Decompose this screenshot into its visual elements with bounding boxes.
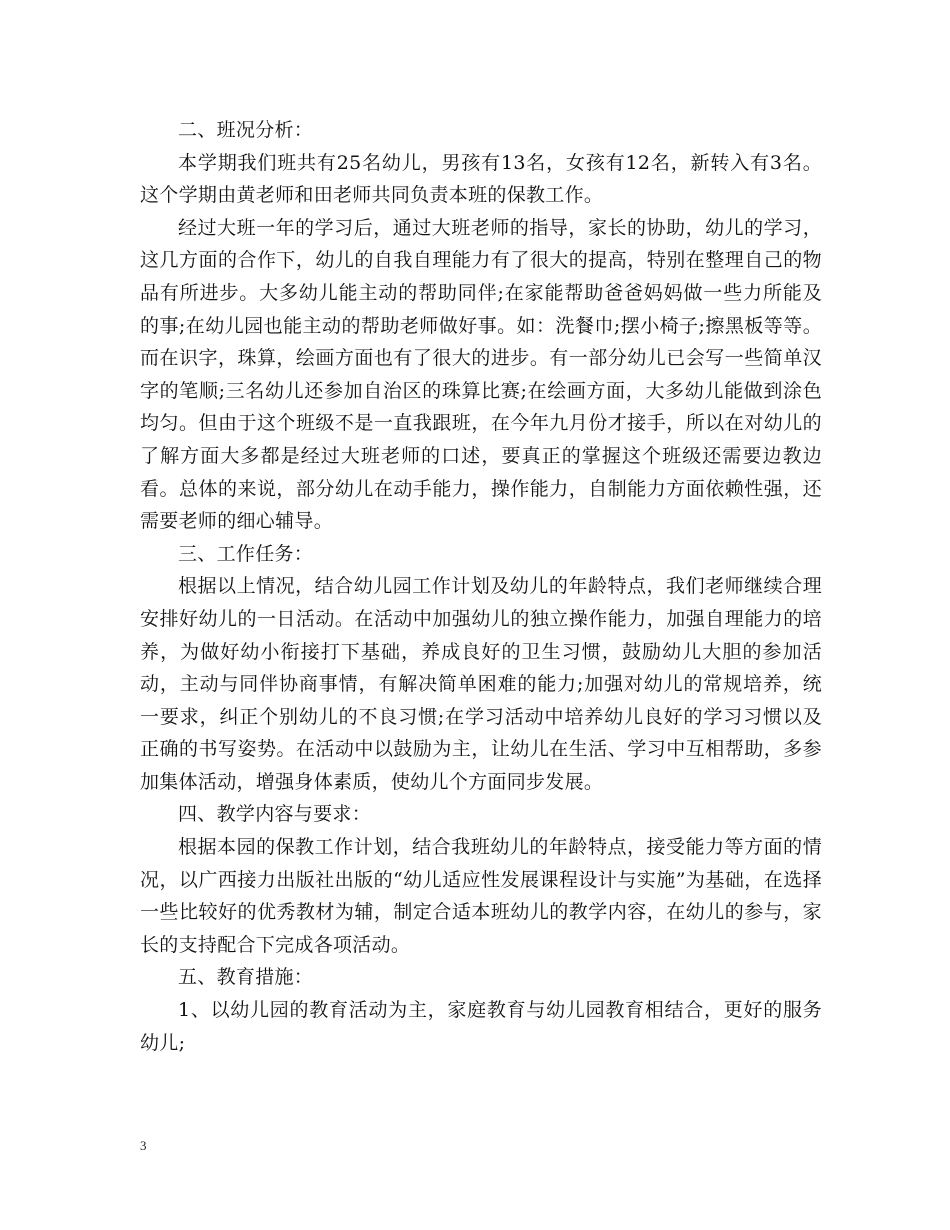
section-heading: 四、教学内容与要求： bbox=[178, 803, 372, 826]
document-body bbox=[140, 114, 822, 1059]
section-heading: 五、教育措施： bbox=[178, 966, 314, 989]
section-heading: 三、工作任务： bbox=[178, 542, 314, 565]
paragraph: 1、以幼儿园的教育活动为主，家庭教育与幼儿园教育相结合，更好的服务幼儿; bbox=[140, 999, 822, 1054]
paragraph: 经过大班一年的学习后，通过大班老师的指导，家长的协助，幼儿的学习，这几方面的合作下，幼儿的自我自理能力有了很大的提高，特别在整理自己的物品有所进步。大多幼儿能主动的帮助同伴;在家能帮助爸爸妈妈做一些力所能及的事;在幼儿园也能主动的帮助老师做好事。如：洗餐巾;摆小椅子;擦黑板等等。而在识字，珠算，绘画方面也有了很大的进步。有一部分幼儿已会写一些简单汉字的笔顺;三名幼儿还参加自治区的珠算比赛;在绘画方面，大多幼儿能做到涂色均匀。但由于这个班级不是一直我跟班，在今年九月份才接手，所以在对幼儿的了解方面大多都是经过大班老师的口述，要真正的掌握这个班级还需要边教边看。总体的来说，部分幼儿在动手能力，操作能力，自制能力方面依赖性强，还需要老师的细心辅导。 bbox=[140, 216, 822, 533]
section-teaching-content bbox=[140, 798, 822, 961]
section-education-measures bbox=[140, 961, 822, 1059]
page-number: 3 bbox=[140, 1138, 147, 1153]
paragraph: 本学期我们班共有25名幼儿，男孩有13名，女孩有12名，新转入有3名。这个学期由黄老师和田老师共同负责本班的保教工作。 bbox=[140, 151, 822, 207]
section-heading: 二、班况分析： bbox=[178, 119, 314, 141]
section-work-tasks bbox=[140, 538, 822, 799]
paragraph: 根据本园的保教工作计划，结合我班幼儿的年龄特点，接受能力等方面的情况，以广西接力出版社出版的“幼儿适应性发展课程设计与实施”为基础，在选择一些比较好的优秀教材为辅，制定合适本班幼儿的教学内容，在幼儿的参与，家长的支持配合下完成各项活动。 bbox=[140, 836, 822, 956]
section-class-analysis bbox=[140, 114, 822, 538]
paragraph: 根据以上情况，结合幼儿园工作计划及幼儿的年龄特点，我们老师继续合理安排好幼儿的一日活动。在活动中加强幼儿的独立操作能力，加强自理能力的培养，为做好幼小衔接打下基础，养成良好的卫生习惯，鼓励幼儿大胆的参加活动，主动与同伴协商事情，有解决简单困难的能力;加强对幼儿的常规培养，统一要求，纠正个别幼儿的不良习惯;在学习活动中培养幼儿良好的学习习惯以及正确的书写姿势。在活动中以鼓励为主，让幼儿在生活、学习中互相帮助，多参加集体活动，增强身体素质，使幼儿个方面同步发展。 bbox=[140, 575, 822, 793]
